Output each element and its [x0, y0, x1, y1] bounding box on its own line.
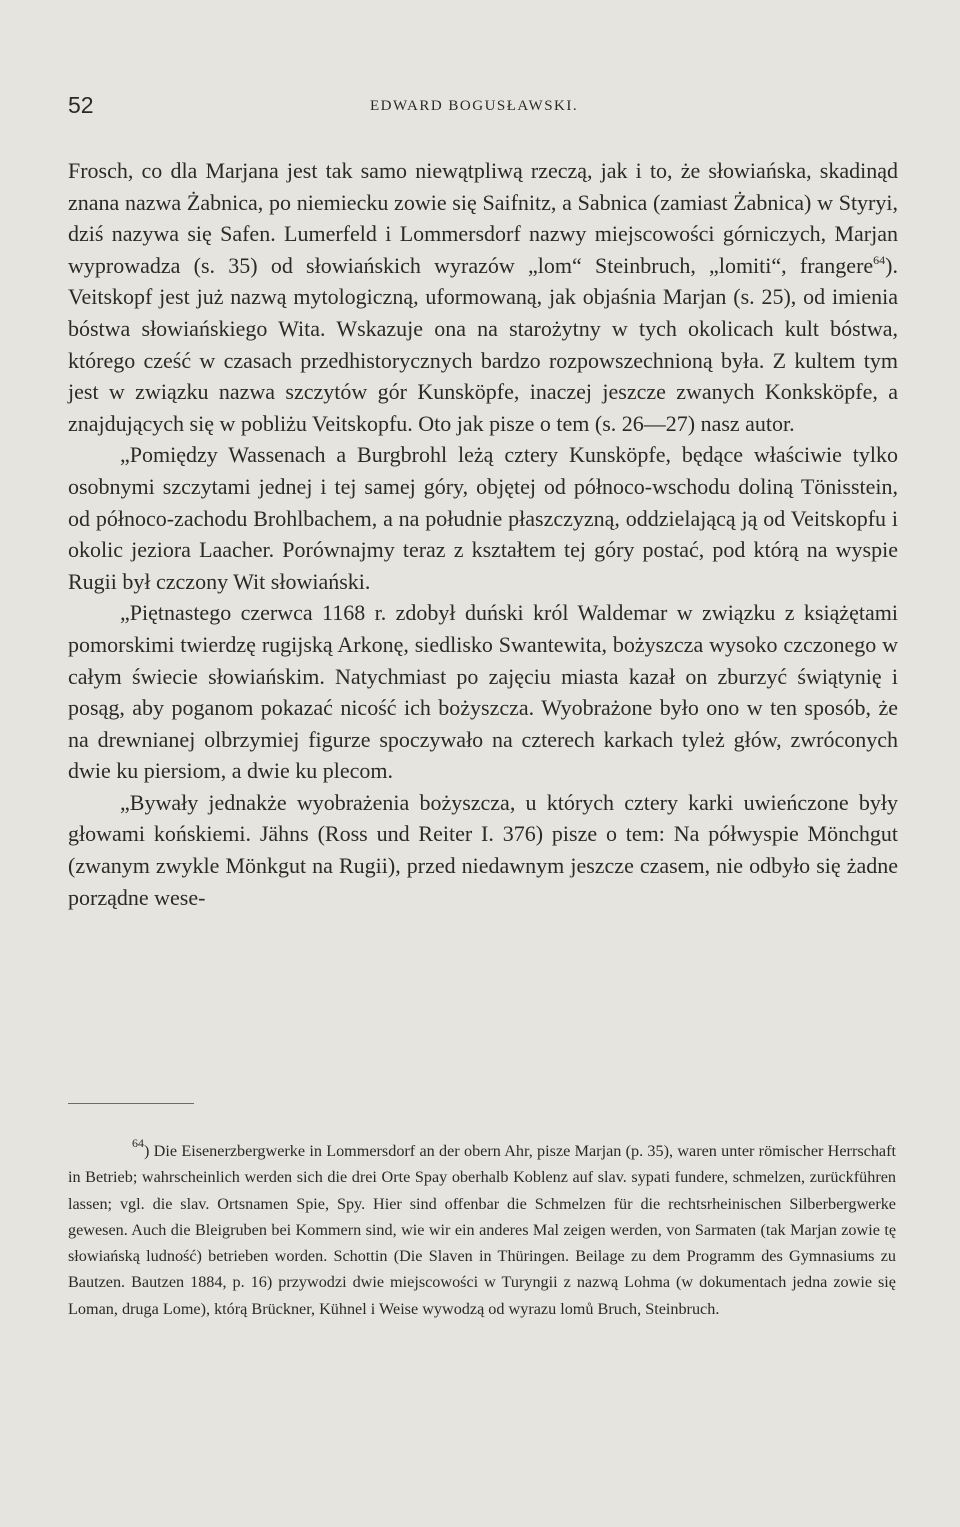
footnote-separator — [68, 1103, 194, 1104]
page-number: 52 — [68, 92, 94, 118]
paragraph-1 — [68, 155, 898, 439]
running-head — [68, 92, 892, 128]
footnote-marker: 64 — [132, 1136, 144, 1150]
main-text — [68, 155, 898, 913]
paragraph-1-part-a: Frosch, co dla Marjana jest tak samo niewątpliwą rzeczą, jak i to, że słowiańska, skadinąd znana nazwa Żabnica, po niemiecku zowie się Saifnitz, a Sabnica (zamiast Żabnica) w Styryi, dziś nazywa się Safen. Lumerfeld i Lommersdorf nazwy miejscowości górniczych, Marjan wyprowadza (s. 35) od słowiańskich wyrazów „lom“ Steinbruch, „lomiti“, frangere — [68, 158, 898, 278]
paragraph-3: „Piętnastego czerwca 1168 r. zdobył duński król Waldemar w związku z książętami pomorskimi twierdzę rugijską Arkonę, siedlisko Swantewita, bożyszcza wysoko czczonego w całym świecie słowiańskim. Natychmiast po zajęciu miasta kazał on zburzyć świątynię i posąg, aby poganom pokazać nicość ich bożyszcza. Wyobrażone było ono w ten sposób, że na drewnianej olbrzymiej figurze spoczywało na czterech karkach tyleż głów, zwróconych dwie ku piersiom, a dwie ku plecom. — [68, 600, 898, 784]
paragraph-4: „Bywały jednakże wyobrażenia bożyszcza, u których cztery karki uwieńczone były głowami końskiemi. Jähns (Ross und Reiter I. 376) pisze o tem: Na półwyspie Mönchgut (zwanym zwykle Mönkgut na Rugii), przed niedawnym jeszcze czasem, nie odbyło się żadne porządne wese- — [68, 789, 898, 910]
footnote-reference[interactable]: 64 — [873, 252, 886, 267]
running-title: EDWARD BOGUSŁAWSKI. — [370, 98, 579, 114]
paragraph-1-part-b: ). Veitskopf jest już nazwą mytologiczną, uformowaną, jak objaśnia Marjan (s. 25), od imienia bóstwa słowiańskiego Wita. Wskazuje ona na starożytny w tych okolicach kult bóstwa, którego cześć w czasach przedhistorycznych bardzo rozpowszechnioną była. Z kultem tym jest w związku nazwa szczytów gór Kunsköpfe, inaczej jeszcze zwanych Konksköpfe, a znajdujących się w pobliżu Veitskopfu. Oto jak pisze o tem (s. 26—27) nasz autor. — [68, 252, 898, 436]
footnote — [68, 1138, 896, 1322]
paragraph-2: „Pomiędzy Wassenach a Burgbrohl leżą cztery Kunsköpfe, będące właściwie tylko osobnymi szczytami jednej i tej samej góry, objętej od północo-wschodu doliną Tönisstein, od północo-zachodu Brohlbachem, a na południe płaszczyzną, oddzielającą ją od Veitskopfu i okolic jeziora Laacher. Porównajmy teraz z kształtem tej góry postać, pod którą na wyspie Rugii był czczony Wit słowiański. — [68, 442, 898, 594]
footnote-text: ) Die Eisenerzbergwerke in Lommersdorf an der obern Ahr, pisze Marjan (p. 35), waren unter römischer Herrschaft in Betrieb; wahrscheinlich werden sich die drei Orte Spay oberhalb Koblenz auf slav. sypati fundere, schmelzen, zurückführen lassen; vgl. die slav. Ortsnamen Spie, Spy. Hier sind offenbar die Schmelzen für die rechtsrheinischen Silberbergwerke gewesen. Auch die Bleigruben bei Kommern sind, wie wir ein anderes Mal zeigen werden, von Sarmaten (tak Marjan zowie tę słowiańską ludność) betrieben worden. Schottin (Die Slaven in Thüringen. Beilage zu dem Programm des Gymnasiums zu Bautzen. Bautzen 1884, p. 16) przywodzi dwie miejscowości w Turyngii z nazwą Lohma (w dokumentach jedna zowie się Loman, druga Lome), którą Brückner, Kühnel i Weise wywodzą od wyrazu lomů Bruch, Steinbruch. — [68, 1142, 896, 1318]
